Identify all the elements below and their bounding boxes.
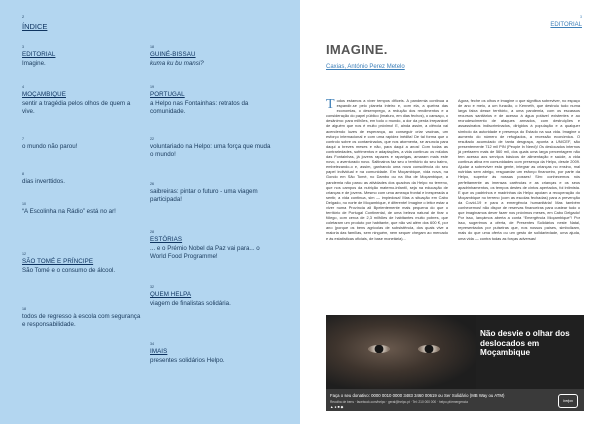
index-entry[interactable] (22, 85, 144, 116)
entry-page-number: 32 (150, 285, 154, 289)
index-entry[interactable] (150, 45, 272, 68)
article-column-2 (458, 98, 580, 241)
page-number: 3 (580, 15, 582, 19)
helpo-logo: helpo (558, 394, 578, 408)
index-entry[interactable] (22, 202, 144, 216)
entry-title: o mundo não parou! (22, 143, 78, 150)
entry-section[interactable]: QUEM HELPA (150, 291, 192, 298)
entry-section[interactable]: SÃO TOMÉ E PRÍNCIPE (22, 258, 94, 265)
entry-title: kuma ku bu mansi? (150, 60, 204, 67)
ad-contact-info: Recolha de bens · facebook.com/helpo · geral@helpo.pt · Tel: 210 000 000 · helpo.pt/emergencia (330, 400, 468, 404)
entry-page-number: 26 (150, 182, 154, 186)
entry-title: São Tomé e o consumo de álcool. (22, 267, 116, 274)
article-author: Caxias, António Perez Metelo (326, 64, 405, 70)
entry-title: ... e o Prémio Nobel da Paz vai para... o World Food Programme! (150, 245, 260, 260)
index-entry[interactable] (150, 85, 272, 116)
ad-headline: Não desvie o olhar dos deslocados em Moçambique (480, 329, 570, 357)
index-entry[interactable] (150, 230, 272, 261)
article-column-1 (326, 98, 448, 241)
ad-photo (326, 315, 476, 390)
entry-title: viagem de finalistas solidária. (150, 300, 231, 307)
entry-section[interactable]: ESTÓRIAS (150, 236, 183, 243)
entry-title: voluntariado na Helpo: uma força que muda o mundo! (150, 143, 271, 158)
entry-page-number: 34 (150, 342, 154, 346)
article-title: IMAGINE. (326, 42, 388, 57)
donation-ad[interactable] (326, 315, 584, 411)
entry-page-number: 12 (22, 252, 26, 256)
index-entry[interactable] (22, 307, 144, 329)
index-entry[interactable] (22, 45, 144, 68)
index-entry[interactable] (22, 252, 144, 275)
entry-title: todos de regresso à escola com segurança e responsabilidade. (22, 313, 141, 328)
eye-icon (418, 345, 440, 353)
entry-title: saibreiras: pintar o futuro - uma viagem participada! (150, 188, 258, 203)
entry-page-number: 4 (22, 85, 24, 89)
entry-page-number: 19 (150, 85, 154, 89)
article-text-2: Agora, feche os olhos e imagine o que significa sobreviver, no espaço de ano e meio, a um furacão, o Kenneth, que destruiu tudo numa larga faixa desse território, a uma pandemia, com os escassos recursos sanitários e de acesso à água potável existentes e ao recrudescimento de ataques armados, com destruições e assassinatos indiscriminados, dirigidos à população e a qualquer símbolo da autoridade e presença do Estado na sua vida. Imagine o aumento do número de refugiados, a recessão económica. O resultado acumulado de tanta desgraça, aponta a UNICEF, são presentemente 712 mil PIN (People In Need)! Os deslocados internos já perfazem mais de 560 mil, dos quais uma larga percentagem não tem acesso aos serviços básicos de alimentação e saúde, a vida continua ativa em comunidades com presença da Helpo, desde 2009. Ajudar a sobreviver esta gente, integrar as crianças no ensino, mal nutridas sem abrigo, resguardar um esforço financeiro, por parte da Helpo, superior às nossas posses! Sim: conhecemos nós perfeitamente as imensas carências e as crianças e os seus apadrinhamentos, os tempos destes de cintos apertados, foi intimista. E que os padrinhos e madrinhas da Helpo apoiam a recuperação do Moçambique no terreno (com as escolas fechadas) para a prevenção da Covid-19 e para a emergência humanitária! Mas também conhecemos! não dispor de reservas financeiras para custear tudo o que imaginamos dever fazer nos próximos meses, em Cabo Delgado! Por isso, lançámos aberta a conta “Emergência Moçambique”! Por isso, sugerimos a oferta, de Presentes Solidários neste Natal, representados por pulseiras que, nos nossos países, simbolizam, mais do que uma oferta ou um gesto de solidariedade, uma ajuda, uma vida — contra todas as forças adversas! (458, 98, 580, 241)
entry-title: presentes solidários Helpo. (150, 357, 225, 364)
entry-title: dias inverttidos. (22, 178, 65, 185)
entry-page-number: 18 (22, 307, 26, 311)
entry-page-number: 7 (22, 137, 24, 141)
editorial-page (300, 0, 600, 424)
index-entry[interactable] (150, 182, 272, 204)
entry-page-number: 18 (150, 45, 154, 49)
entry-section[interactable]: MOÇAMBIQUE (22, 91, 66, 98)
eye-icon (368, 345, 390, 353)
index-entry[interactable] (22, 137, 144, 151)
entry-title: sentir a tragédia pelos olhos de quem a vive. (22, 100, 131, 115)
entry-title: Imagine. (22, 60, 46, 67)
section-header[interactable]: EDITORIAL (550, 22, 582, 28)
index-entry[interactable] (22, 172, 144, 186)
entry-title: “A Escolinha na Rádio” está no ar! (22, 208, 116, 215)
ad-donation-info: Faça o seu donativo: 0000 0010 0000 3483 3460 00619 ou Ser Solidário (MB Way ou ATM) (330, 393, 505, 398)
index-entry[interactable] (150, 285, 272, 308)
entry-section[interactable]: EDITORIAL (22, 51, 56, 58)
index-entry[interactable] (150, 342, 272, 365)
entry-page-number: 22 (150, 137, 154, 141)
index-title: ÍNDICE (22, 22, 48, 31)
entry-page-number: 10 (22, 202, 26, 206)
article-text-1: odos estamos a viver tempos difíceis. A pandemia continua a espandir-se pelo planeta inteiro e, com ela, a quebra das economias, o desemprego, a redução dos rendimentos e a consideração do papel público (imaturo, em dias fechos), o cansaço, o desânimo: para milhões, em todo o mundo, a dor da perda irreparável de alguém que nos é muito próximo! E, ainda assim, a ciência vai acendendo luzes de esperança, ao conseguir criar vacinas, um esforço internacional e com uma rapidez inédita! De tal forma que o controlo sobre os contaminados, que nos atormenta, se anuncia para daqui a breves meses e não, para daqui a anos! Com todas as contrariedades, sofrimentos e adaptações, a vida continua: os miúdos das Fontainhas, já jovens rapazes e raparigas, amaram mais este novo, o aventurado novo. Saltinairos faz seu o território do seu bairro, embelezando-o e, assim, ganhando uma nova consciência do seu papel individual e na comunidade. Em Moçambique, vida nova, na Gondo em São Tomé, no Dambo ou na Ilha de Moçambique, a pandemia não parou as atividades dos quadros da Helpo no terreno, que nos campos da nutrição materno-infantil, seja na educação de crianças e de jovens. Mesmo com uma ameaça frontal e inesperada a sentir, a vida continua, sim — impiedosa! Mas a situação em Cabo Delgado, no norte de Moçambique, é diferente! Imagine o leitor estar a viver numa Província ali Bpeientemente mais pequena do que o território de Portugal Continental, de uma beleza natural de tirar o fôlego, com cerca de 2,3 milhões de habitantes muito pobres, que coletaram um produto por habitante, que não vai além dos 600 €, por ano (porque os bens agrícolas de subsistência, dos quais vive a maioria das famílias, sem ninguém, nem sequer chegam ao mercado e às estatísticas oficiais, de base monetária)... (326, 98, 448, 241)
entry-section[interactable]: IMAIS (150, 348, 168, 355)
entry-page-number: 8 (22, 172, 24, 176)
social-icons: ▲ ● ■ ◆ (330, 405, 344, 409)
entry-page-number: 28 (150, 230, 154, 234)
entry-title: a Helpo nas Fontainhas: retratos da comunidade. (150, 100, 249, 115)
index-entry[interactable] (150, 137, 272, 159)
drop-cap: T (326, 97, 335, 112)
entry-page-number: 3 (22, 45, 24, 49)
entry-section[interactable]: PORTUGAL (150, 91, 185, 98)
page-number: 2 (22, 14, 25, 19)
entry-section[interactable]: GUINÉ-BISSAU (150, 51, 196, 58)
